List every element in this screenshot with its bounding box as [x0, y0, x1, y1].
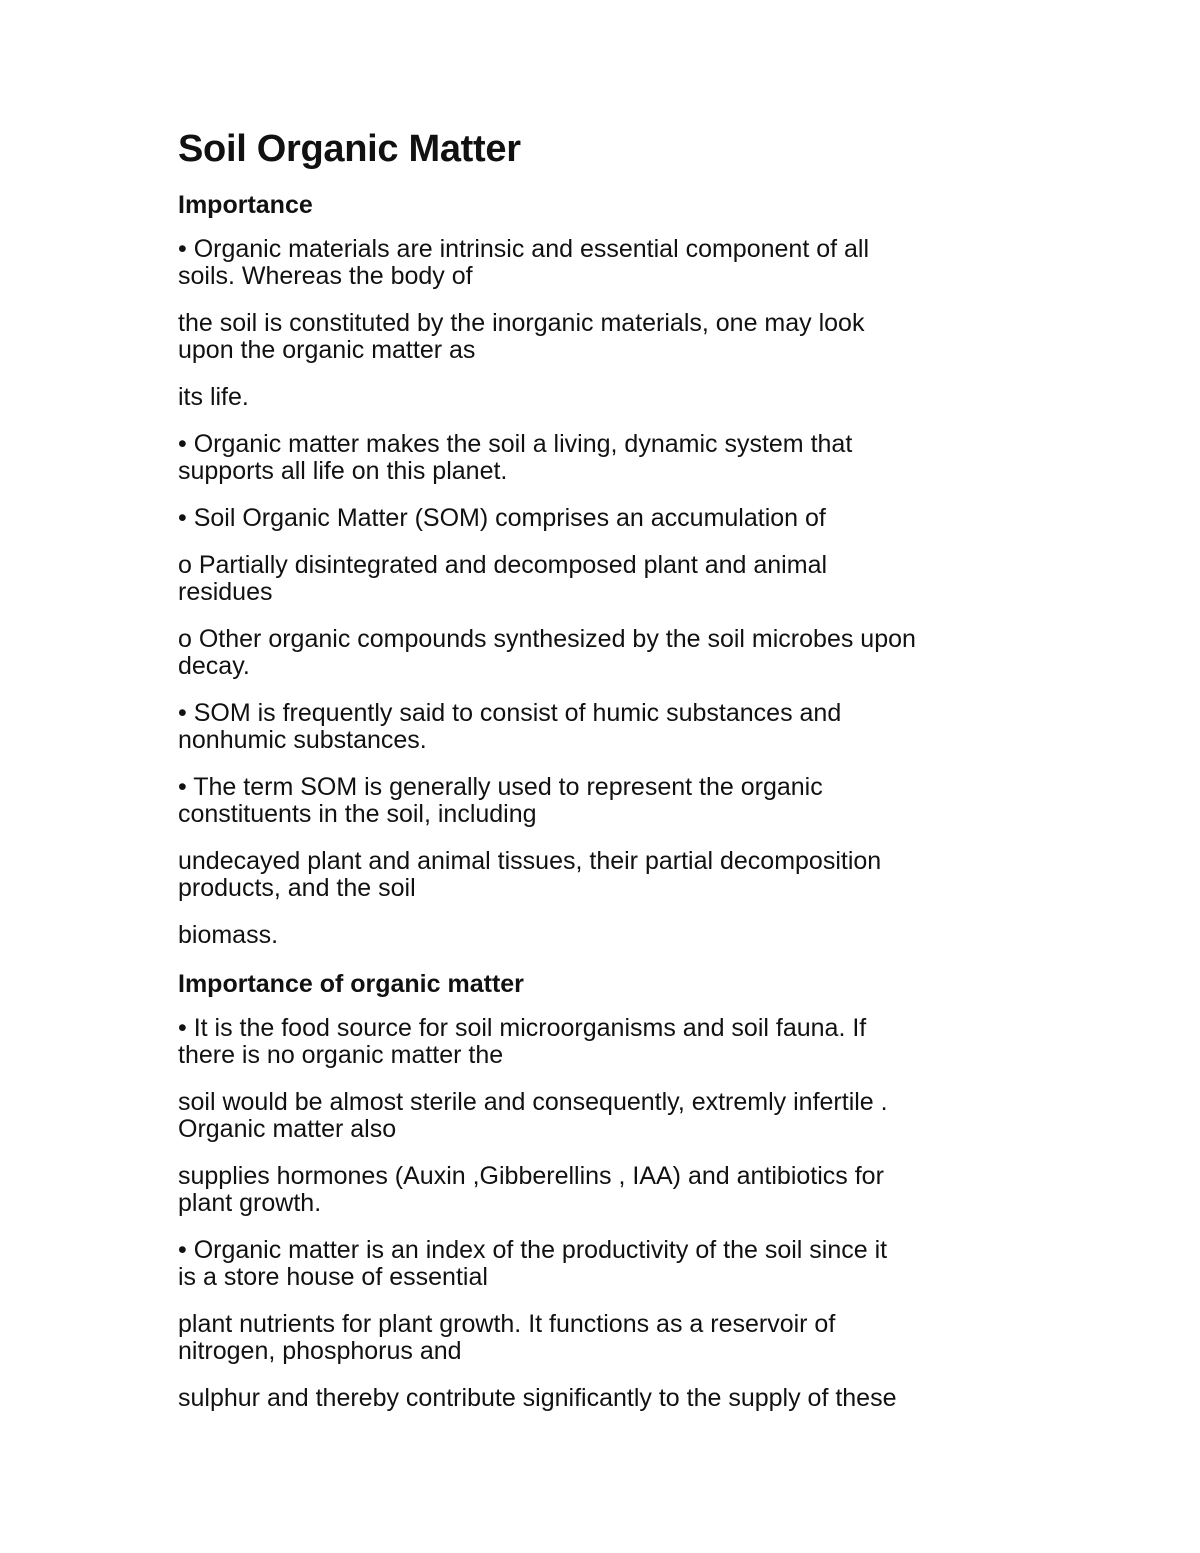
- paragraph: • Organic materials are intrinsic and essential component of all soils. Whereas the body of: [178, 235, 870, 290]
- paragraph: • SOM is frequently said to consist of humic substances and nonhumic substances.: [178, 699, 842, 754]
- paragraph: supplies hormones (Auxin ,Gibberellins , IAA) and antibiotics for plant growth.: [178, 1162, 884, 1217]
- paragraph: sulphur and thereby contribute significantly to the supply of these: [178, 1384, 897, 1412]
- paragraph: • Organic matter makes the soil a living, dynamic system that supports all life on this planet.: [178, 430, 853, 485]
- paragraph: • Organic matter is an index of the productivity of the soil since it is a store house of essential: [178, 1236, 888, 1291]
- section-heading-importance-of-organic-matter: Importance of organic matter: [178, 970, 524, 998]
- paragraph: the soil is constituted by the inorganic materials, one may look upon the organic matter as: [178, 309, 865, 364]
- paragraph: • The term SOM is generally used to represent the organic constituents in the soil, including: [178, 773, 823, 828]
- paragraph: o Partially disintegrated and decomposed plant and animal residues: [178, 551, 828, 606]
- paragraph: undecayed plant and animal tissues, their partial decomposition products, and the soil: [178, 847, 882, 902]
- document-title: Soil Organic Matter: [178, 128, 521, 170]
- paragraph: soil would be almost sterile and consequently, extremly infertile . Organic matter also: [178, 1088, 888, 1143]
- document-page: [178, 126, 1048, 1432]
- paragraph: o Other organic compounds synthesized by the soil microbes upon decay.: [178, 625, 916, 680]
- paragraph: its life.: [178, 383, 249, 411]
- paragraph: • It is the food source for soil microorganisms and soil fauna. If there is no organic matter the: [178, 1014, 867, 1069]
- paragraph: plant nutrients for plant growth. It functions as a reservoir of nitrogen, phosphorus and: [178, 1310, 836, 1365]
- section-heading-importance: Importance: [178, 191, 313, 219]
- paragraph: biomass.: [178, 921, 279, 949]
- paragraph: • Soil Organic Matter (SOM) comprises an accumulation of: [178, 504, 826, 532]
